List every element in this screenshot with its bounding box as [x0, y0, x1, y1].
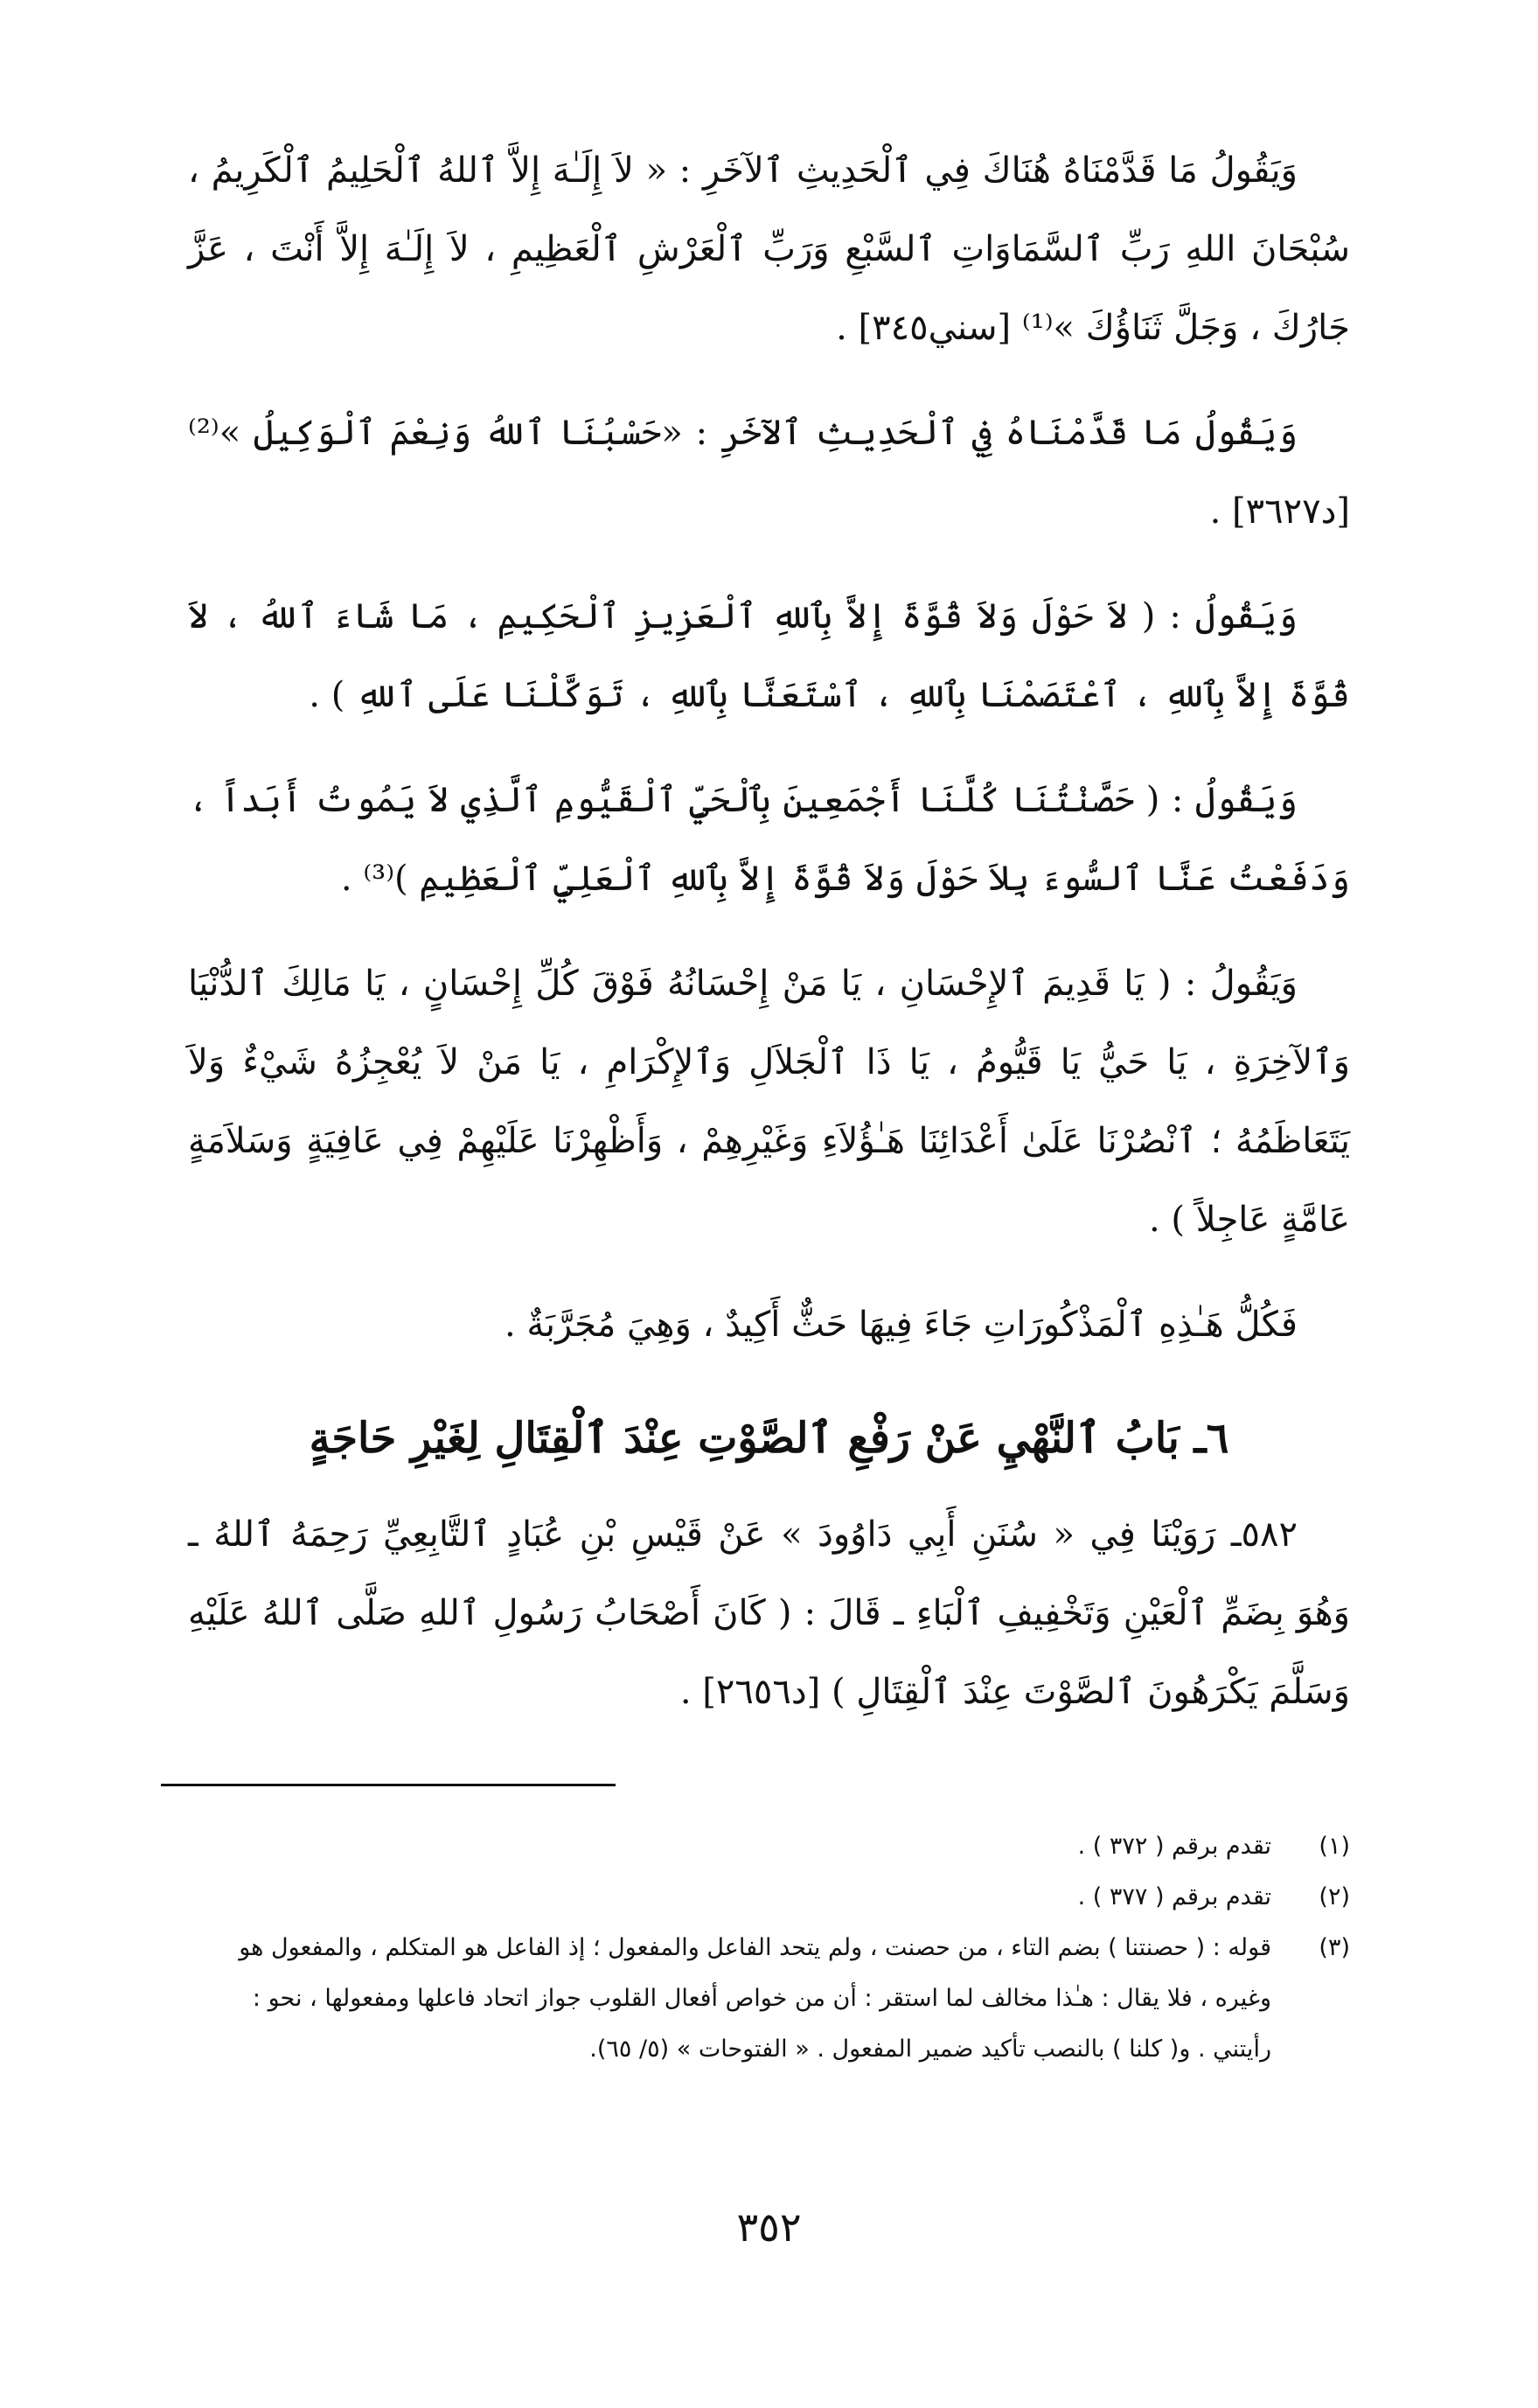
footnote-number: (٣) — [1319, 1934, 1350, 1961]
paragraph-1: وَيَقُولُ مَا قَدَّمْنَاهُ هُنَاكَ فِي ٱلْحَدِيثِ ٱلآخَرِ : « لاَ إِلَـٰهَ إِلاَّ ٱللهُ ٱلْحَلِيمُ ٱلْكَرِيمُ ، سُبْحَانَ اللهِ رَبِّ ٱلسَّمَاوَاتِ ٱلسَّبْعِ وَرَبِّ ٱلْعَرْشِ ٱلْعَظِيمِ ، لاَ إِلَـٰهَ إِلاَّ أَنْتَ ، عَزَّ جَارُكَ ، وَجَلَّ ثَنَاؤُكَ »⁽¹⁾ [سني٣٤٥] . — [188, 150, 1350, 348]
hadith-582: ٥٨٢ـ رَوَيْنَا فِي « سُنَنِ أَبِي دَاوُودَ » عَنْ قَيْسِ بْنِ عُبَادٍ ٱلتَّابِعِيِّ رَحِمَهُ ٱللهُ ـ وَهُوَ بِضَمِّ ٱلْعَيْنِ وَتَخْفِيفِ ٱلْبَاءِ ـ قَالَ : ( كَانَ أَصْحَابُ رَسُولِ ٱللهِ صَلَّى ٱللهُ عَلَيْهِ وَسَلَّمَ يَكْرَهُونَ ٱلصَّوْتَ عِنْدَ ٱلْقِتَالِ ) [د٢٦٥٦] . — [188, 1514, 1350, 1712]
footnote-number: (٢) — [1319, 1883, 1350, 1910]
footnote-text: تقدم برقم ( ٣٧٧ ) . — [1077, 1883, 1271, 1910]
footnote-text: تقدم برقم ( ٣٧٢ ) . — [1077, 1833, 1271, 1860]
page-number: ٣٥٢ — [736, 2203, 802, 2251]
footnote-text: قوله : ( حصنتنا ) بضم التاء ، من حصنت ، ولم يتحد الفاعل والمفعول ؛ إذ الفاعل هو المتكلم ، والمفعول هو وغيره ، فلا يقال : هـٰذا مخالف لما استقر : أن من خواص أفعال القلوب جواز اتحاد فاعلها ومفعولها ، نحو : رأيتني . و( كلنا ) بالنصب تأكيد ضمير المفعول . « الفتوحات » (٥/ ٦٥). — [239, 1934, 1271, 2063]
paragraph-6: فَكُلُّ هَـٰذِهِ ٱلْمَذْكُورَاتِ جَاءَ فِيهَا حَثٌّ أَكِيدٌ ، وَهِيَ مُجَرَّبَةٌ . — [505, 1305, 1298, 1345]
chapter-heading: ٦ـ بَابُ ٱلنَّهْيِ عَنْ رَفْعِ ٱلصَّوْتِ عِنْدَ ٱلْقِتَالِ لِغَيْرِ حَاجَةٍ — [309, 1414, 1229, 1463]
footnote-divider — [161, 1784, 616, 1786]
paragraph-3: وَيَقُولُ : ( لاَ حَوْلَ وَلاَ قُوَّةَ إِلاَّ بِٱللهِ ٱلْعَزِيزِ ٱلْحَكِيمِ ، مَا شَاءَ ٱللهُ ، لاَ قُوَّةَ إِلاَّ بِٱللهِ ، ٱعْتَصَمْنَا بِٱللهِ ، ٱسْتَعَنَّا بِٱللهِ ، تَوَكَّلْنَا عَلَى ٱللهِ ) . — [188, 596, 1350, 715]
footnotes — [188, 1821, 1350, 2075]
footnote-2 — [188, 1872, 1350, 1923]
paragraph-5: وَيَقُولُ : ( يَا قَدِيمَ ٱلإِحْسَانِ ، يَا مَنْ إِحْسَانُهُ فَوْقَ كُلِّ إِحْسَانٍ ، يَا مَالِكَ ٱلدُّنْيَا وَٱلآخِرَةِ ، يَا حَيُّ يَا قَيُّومُ ، يَا ذَا ٱلْجَلاَلِ وَٱلإِكْرَامِ ، يَا مَنْ لاَ يُعْجِزُهُ شَيْءٌ وَلاَ يَتَعَاظَمُهُ ؛ ٱنْصُرْنَا عَلَىٰ أَعْدَائِنَا هَـٰؤُلاَءِ وَغَيْرِهِمْ ، وَأَظْهِرْنَا عَلَيْهِمْ فِي عَافِيَةٍ وَسَلاَمَةٍ عَامَّةٍ عَاجِلاً ) . — [188, 964, 1350, 1240]
paragraph-2: وَيَقُولُ مَا قَدَّمْنَاهُ فِي ٱلْحَدِيثِ ٱلآخَرِ : «حَسْبُنَا ٱللهُ وَنِعْمَ ٱلْوَكِيلُ »⁽²⁾ [د٣٦٢٧] . — [188, 413, 1350, 532]
main-text — [188, 131, 1350, 1731]
footnote-number: (١) — [1319, 1833, 1350, 1860]
footnote-1 — [188, 1821, 1350, 1872]
footnote-3 — [188, 1923, 1350, 2075]
paragraph-4: وَيَقُولُ : ( حَصَّنْتُنَا كُلَّنَا أَجْمَعِينَ بِٱلْحَيِّ ٱلْقَيُّومِ ٱلَّذِي لاَ يَمُوتُ أَبَداً ، وَدَفَعْتُ عَنَّا ٱلسُّوءَ بِلاَ حَوْلَ وَلاَ قُوَّةَ إِلاَّ بِٱللهِ ٱلْعَلِيِّ ٱلْعَظِيمِ )⁽³⁾ . — [188, 780, 1350, 899]
